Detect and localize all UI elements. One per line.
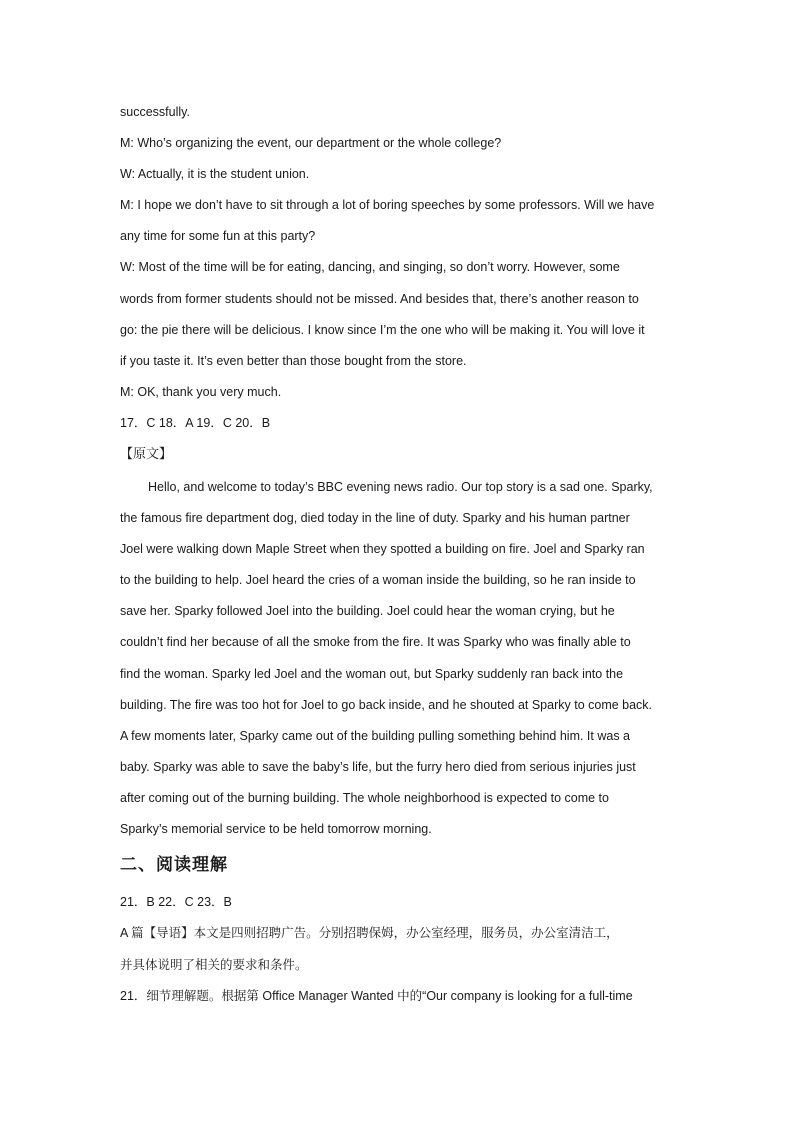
text-line: W: Actually, it is the student union. xyxy=(120,167,310,181)
text-line: M: Who’s organizing the event, our department or the whole college? xyxy=(120,136,502,150)
text-line: Hello, and welcome to today’s BBC evening news radio. Our top story is a sad one. Sparky, xyxy=(148,480,653,494)
text-line: any time for some fun at this party? xyxy=(120,229,316,243)
text-line: to the building to help. Joel heard the cries of a woman inside the building, so he ran inside to xyxy=(120,573,636,587)
answer-line: 21．B 22．C 23．B xyxy=(120,895,232,909)
text-line: successfully. xyxy=(120,105,190,119)
text-line: after coming out of the burning building. The whole neighborhood is expected to come to xyxy=(120,791,609,805)
text-line: 21．细节理解题。根据第 Office Manager Wanted 中的“Our company is looking for a full-time xyxy=(120,989,633,1003)
text-line: M: OK, thank you very much. xyxy=(120,385,282,399)
text-line: couldn’t find her because of all the smoke from the fire. It was Sparky who was finally able to xyxy=(120,635,631,649)
text-line: 并具体说明了相关的要求和条件。 xyxy=(120,958,308,972)
text-line: Sparky’s memorial service to be held tomorrow morning. xyxy=(120,822,432,836)
text-line: find the woman. Sparky led Joel and the woman out, but Sparky suddenly ran back into the xyxy=(120,667,624,681)
text-line: A 篇【导语】本文是四则招聘广告。分别招聘保姆，办公室经理，服务员，办公室清洁工， xyxy=(120,926,619,940)
text-line: M: I hope we don’t have to sit through a lot of boring speeches by some professors. Will we have xyxy=(120,198,655,212)
text-line: W: Most of the time will be for eating, dancing, and singing, so don’t worry. However, some xyxy=(120,260,620,274)
section-heading: 二、阅读理解 xyxy=(120,855,228,874)
text-line: words from former students should not be missed. And besides that, there’s another reason to xyxy=(120,292,639,306)
text-line: save her. Sparky followed Joel into the building. Joel could hear the woman crying, but he xyxy=(120,604,615,618)
text-line: go: the pie there will be delicious. I know since I’m the one who will be making it. You will love it xyxy=(120,323,645,337)
text-line: baby. Sparky was able to save the baby’s life, but the furry hero died from serious injuries just xyxy=(120,760,636,774)
section-label: 【原文】 xyxy=(120,446,173,461)
text-line: building. The fire was too hot for Joel to go back inside, and he shouted at Sparky to come back. xyxy=(120,698,653,712)
text-line: A few moments later, Sparky came out of the building pulling something behind him. It was a xyxy=(120,729,630,743)
answer-line: 17．C 18．A 19．C 20．B xyxy=(120,416,271,430)
text-line: Joel were walking down Maple Street when they spotted a building on fire. Joel and Sparky ran xyxy=(120,542,645,556)
text-line: the famous fire department dog, died today in the line of duty. Sparky and his human partner xyxy=(120,511,630,525)
text-line: if you taste it. It’s even better than those bought from the store. xyxy=(120,354,467,368)
